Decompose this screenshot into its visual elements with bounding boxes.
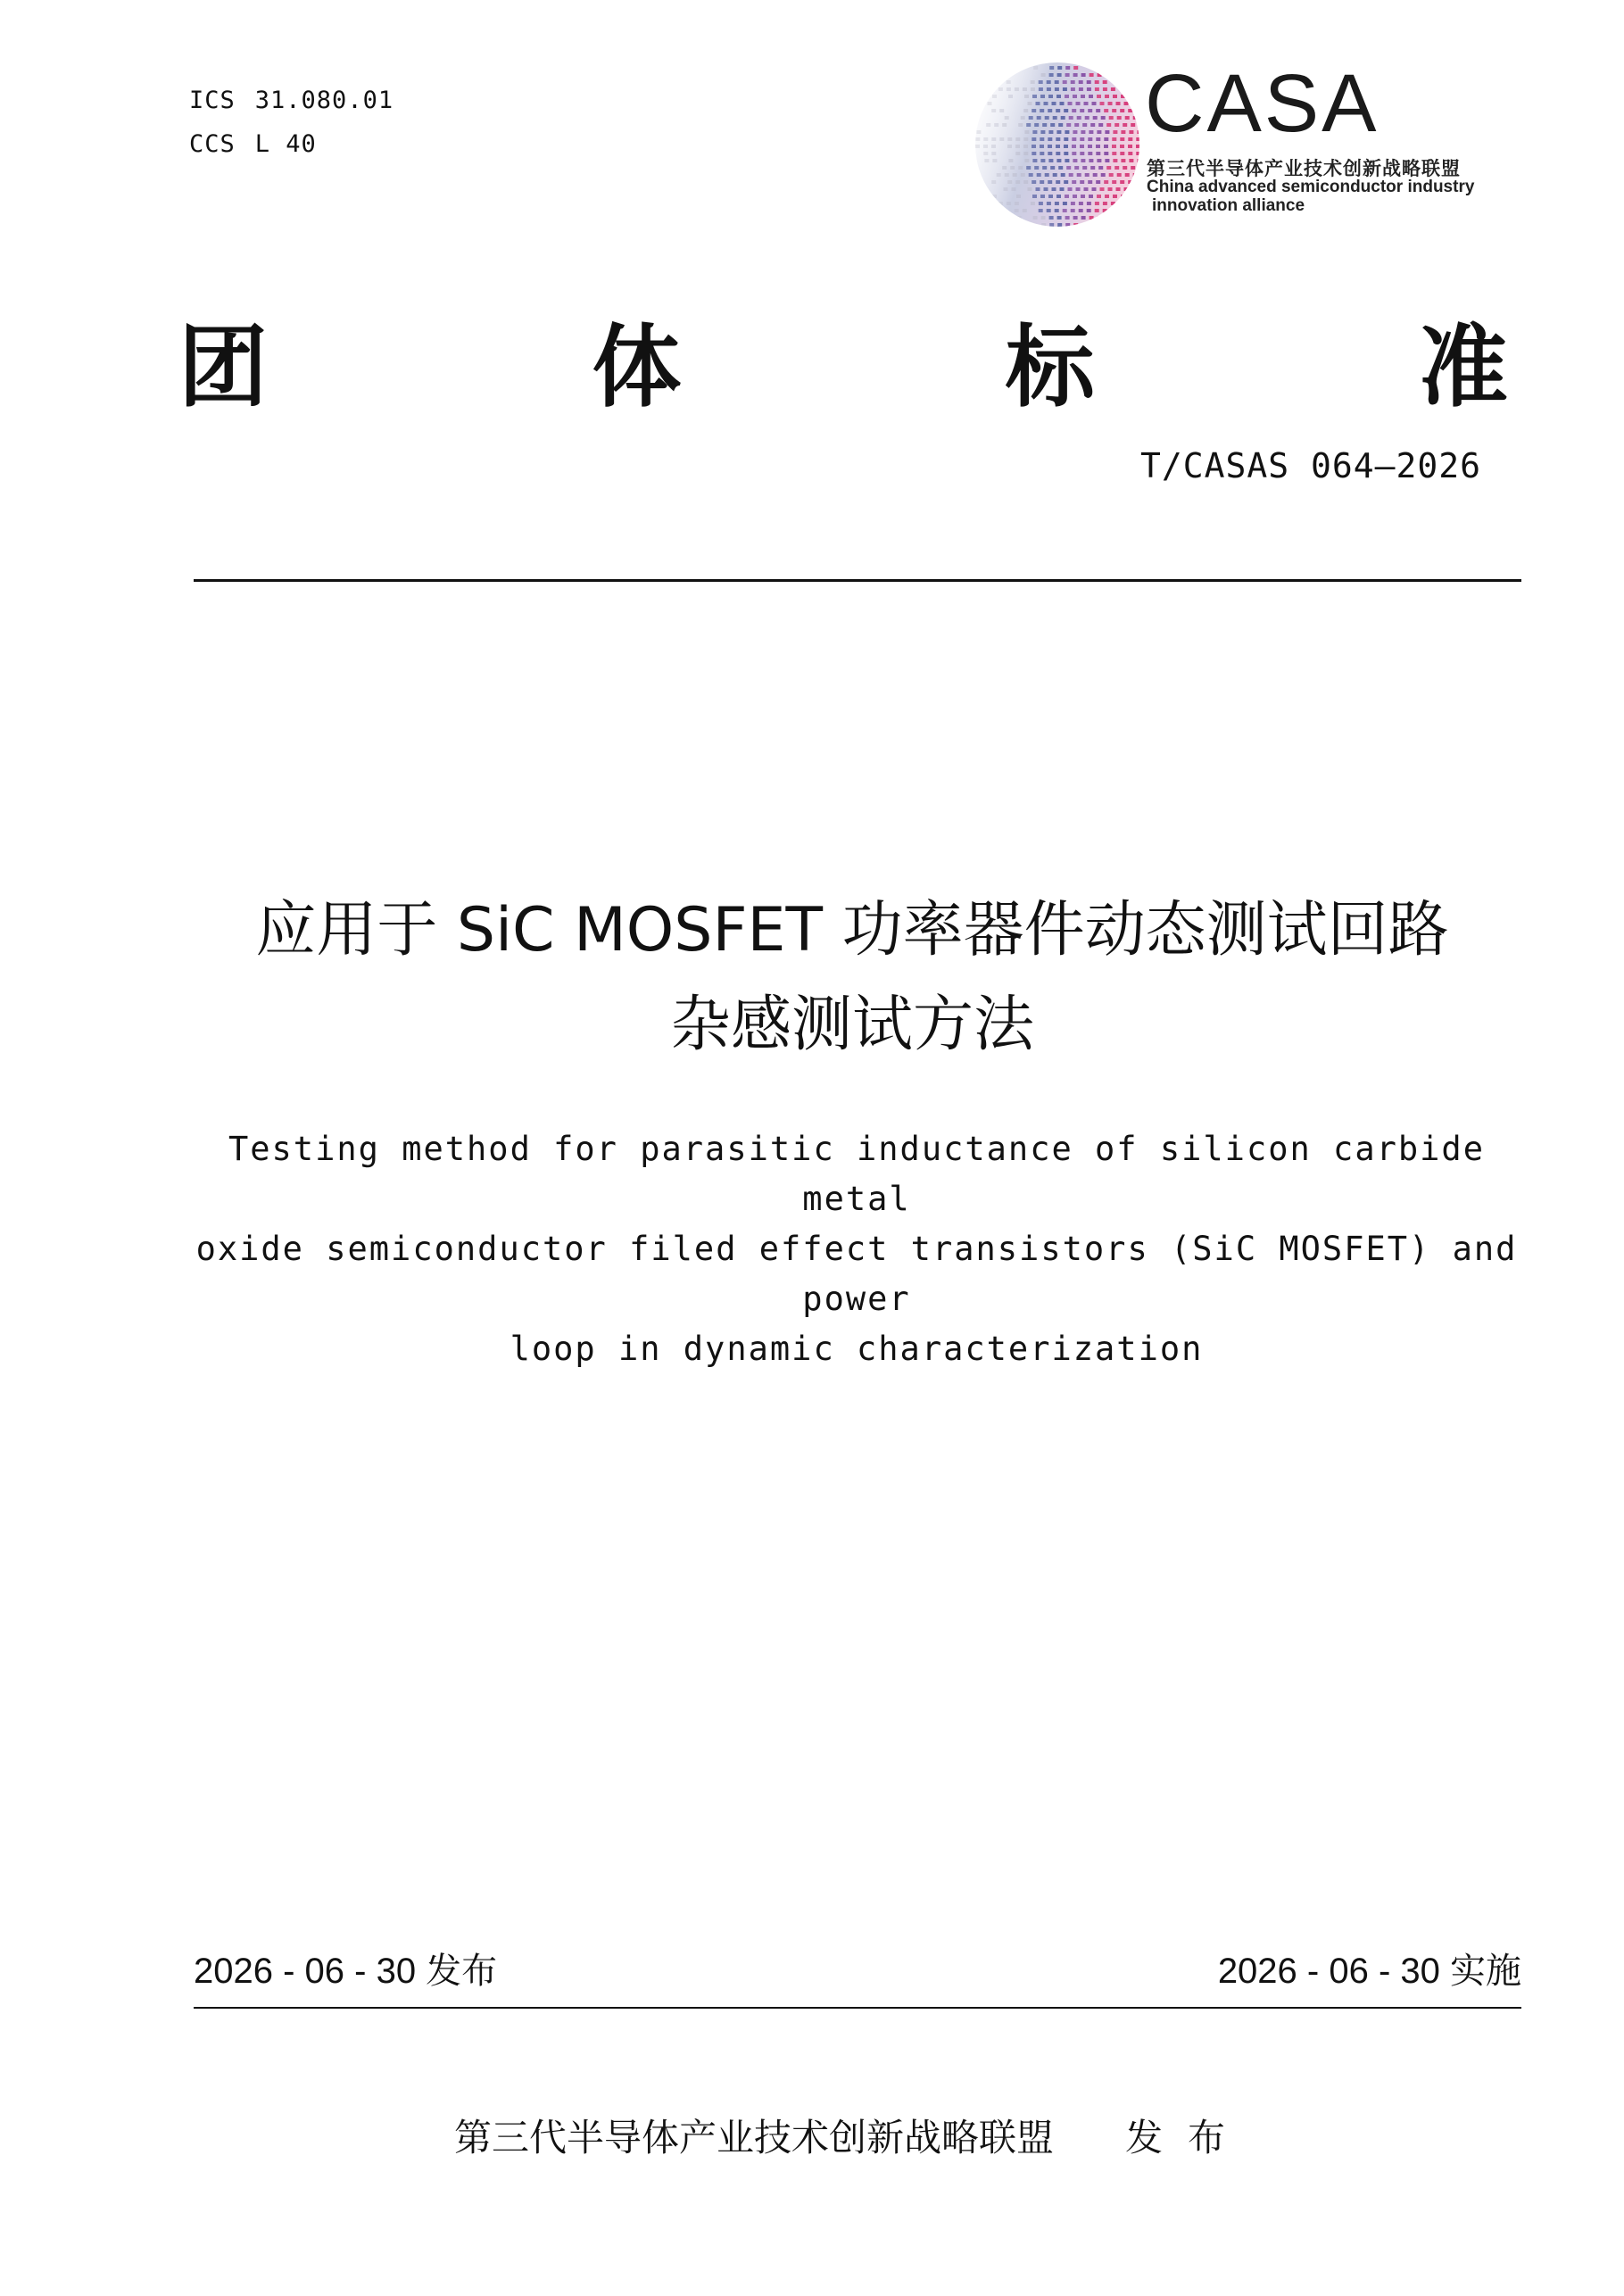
ccs-label: CCS: [189, 130, 236, 158]
publisher-name: 第三代半导体产业技术创新战略联盟: [453, 2117, 1054, 2159]
sphere-logo-icon: [968, 55, 1147, 234]
title-chinese-line1: 应用于 SiC MOSFET 功率器件动态测试回路: [255, 895, 1449, 966]
standard-type-char: 准: [1418, 315, 1508, 419]
title-english: [178, 1124, 1535, 1374]
ccs-value: L 40: [254, 130, 317, 158]
header-divider: [194, 579, 1521, 582]
issue-date: 2026 - 06 - 30 发布: [194, 1952, 498, 1991]
standard-type-heading: [178, 314, 1508, 421]
casa-logo: [968, 55, 1486, 234]
logo-en-name-line2: innovation alliance: [1152, 196, 1305, 215]
standard-code: T/CASAS 064—2026: [1139, 446, 1481, 485]
publish-label: 发布: [1125, 2117, 1251, 2159]
ics-label: ICS: [189, 87, 236, 114]
title-chinese-line2: 杂感测试方法: [669, 990, 1034, 1060]
logo-cn-name: 第三代半导体产业技术创新战略联盟: [1147, 159, 1461, 179]
ics-value: 31.080.01: [254, 87, 394, 114]
publisher-line: [0, 2111, 1624, 2165]
title-english-line3: loop in dynamic characterization: [510, 1330, 1204, 1368]
classification-codes: [189, 79, 394, 166]
footer-divider: [194, 2007, 1521, 2009]
logo-name: CASA: [1145, 58, 1380, 149]
implementation-date: 2026 - 06 - 30 实施: [1217, 1952, 1521, 1991]
standard-type-char: 标: [1005, 315, 1095, 419]
standard-type-char: 体: [592, 315, 682, 419]
logo-en-name-line1: China advanced semiconductor industry: [1147, 178, 1475, 196]
title-english-line1: Testing method for parasitic inductance of silicon carbide metal: [228, 1130, 1485, 1218]
title-chinese: [0, 883, 1624, 1073]
ccs-code: [189, 122, 394, 166]
title-english-line2: oxide semiconductor filed effect transistors (SiC MOSFET) and power: [195, 1230, 1518, 1318]
standard-type-char: 团: [178, 315, 268, 419]
ics-code: [189, 79, 394, 122]
